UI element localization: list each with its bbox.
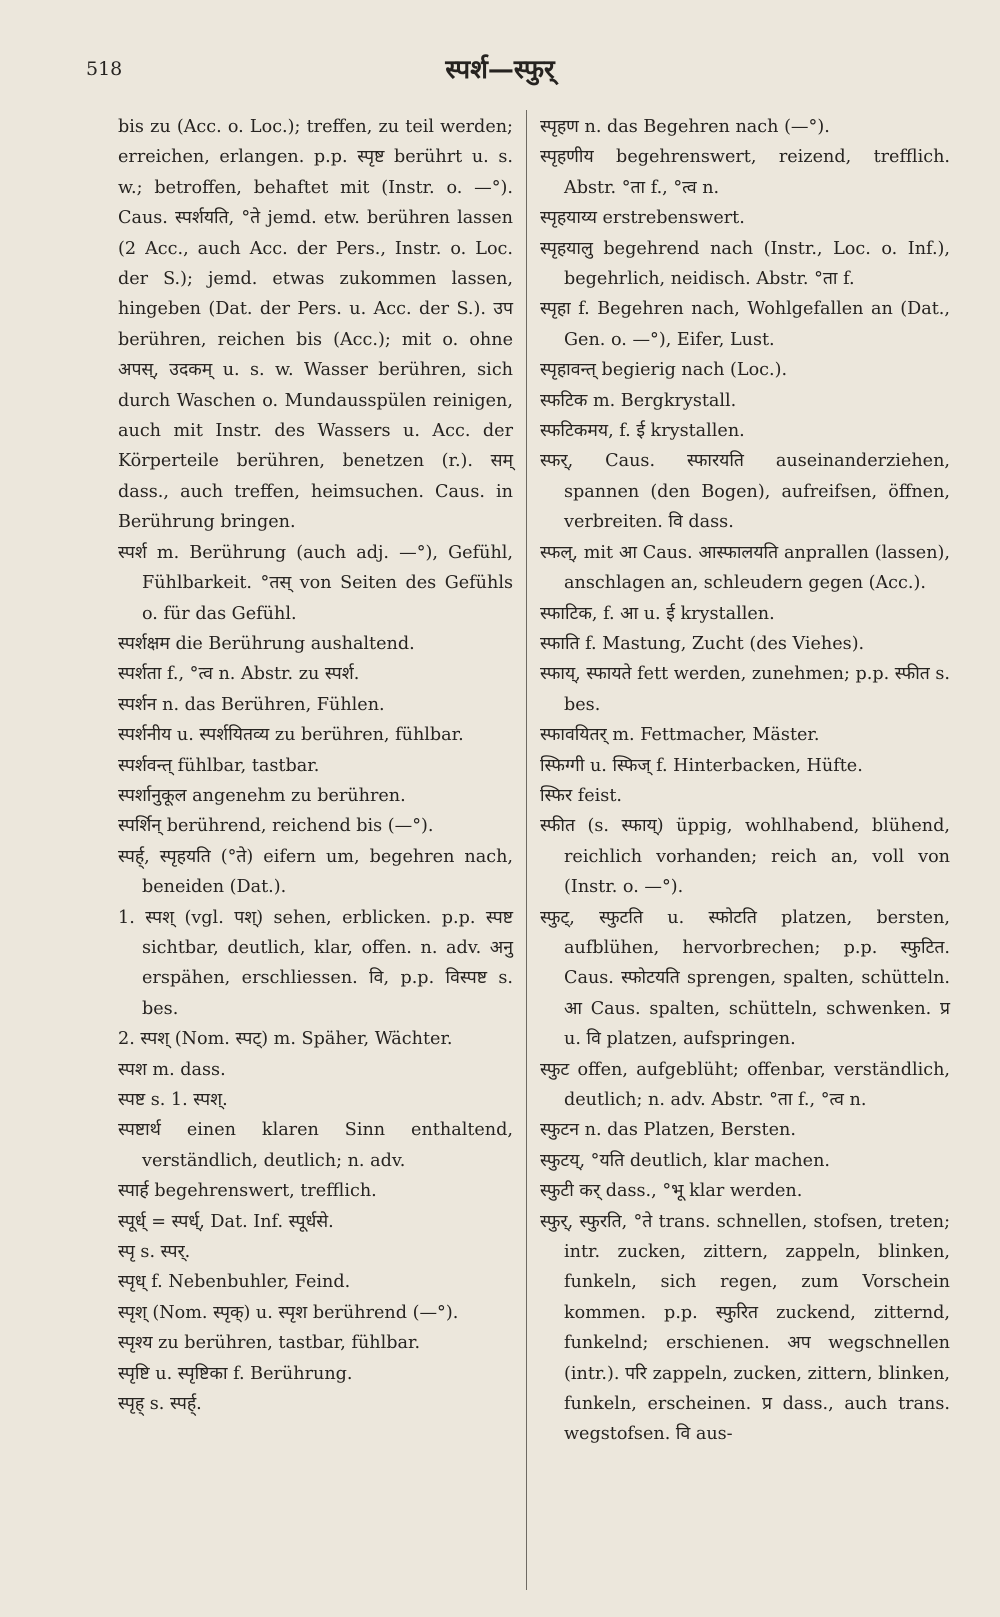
entry: स्पर्शनीय u. स्पर्शयितव्य zu berühren, fühlbar.	[118, 725, 464, 746]
entry: स्फटिकमय, f. ई krystallen.	[540, 421, 745, 442]
entry: स्फावयितर् m. Fettmacher, Mäster.	[540, 725, 820, 746]
running-head: स्पर्श—स्फुर्	[445, 55, 555, 85]
entry: स्पर्शता f., °त्व n. Abstr. zu स्पर्श.	[118, 664, 360, 685]
entry: स्फाति f. Mastung, Zucht (des Viehes).	[540, 633, 865, 654]
entry: स्फुटय्, °यति deutlich, klar machen.	[540, 1150, 831, 1171]
entry: स्पृध् f. Nebenbuhler, Feind.	[118, 1272, 351, 1293]
entry: स्पार्ह begehrenswert, trefflich.	[118, 1181, 377, 1202]
entry: स्पर्शक्षम die Berührung aushaltend.	[118, 633, 415, 654]
entry: स्पूर्ध् = स्पर्ध्, Dat. Inf. स्पूर्धसे.	[118, 1211, 334, 1232]
entry: स्पर्शन n. das Berühren, Fühlen.	[118, 694, 385, 715]
entry: स्फुर्, स्फुरति, °ते trans. schnellen, stofsen, treten; intr. zucken, zittern, zappeln, blinken, funkeln, sich regen, zum Vorschein kommen. p.p. स्फुरित zuckend, zitternd, funkelnd; erschienen. अप wegschnellen (intr.). परि zappeln, zucken, zittern, blinken, funkeln, erscheinen. प्र dass., auch trans. wegstofsen. वि aus-	[540, 1211, 950, 1445]
entry: स्फुटन n. das Platzen, Bersten.	[540, 1120, 796, 1141]
entry: स्पृष्टि u. स्पृष्टिका f. Berührung.	[118, 1363, 353, 1384]
entry: स्पृ s. स्पर्.	[118, 1242, 191, 1263]
entry: स्पृहयाय्य erstrebenswert.	[540, 208, 745, 229]
entry: स्फुट offen, aufgeblüht; offenbar, verständlich, deutlich; n. adv. Abstr. °ता f., °त्व n.	[540, 1059, 950, 1110]
entry: स्फुटी कर् dass., °भू klar werden.	[540, 1181, 803, 1202]
entry: स्पर्शानुकूल angenehm zu berühren.	[118, 785, 406, 806]
entry: स्फाटिक, f. आ u. ई krystallen.	[540, 603, 775, 624]
entry: स्पष्ट s. 1. स्पश्.	[118, 1090, 228, 1110]
entry: स्पर्श m. Berührung (auch adj. —°), Gefühl, Fühlbarkeit. °तस् von Seiten des Gefühls o. für das Gefühl.	[118, 542, 513, 624]
entry: स्पृश् (Nom. स्पृक्) u. स्पृश berührend (—°).	[118, 1302, 459, 1323]
entry: स्फीत (s. स्फाय्) üppig, wohlhabend, blühend, reichlich vorhanden; reich an, voll von (Instr. o. —°).	[540, 816, 950, 898]
entry: स्पर्शवन्त् fühlbar, tastbar.	[118, 755, 320, 776]
entry: स्पष्टार्थ einen klaren Sinn enthaltend, verständlich, deutlich; n. adv.	[118, 1120, 513, 1171]
entry: स्फाय्, स्फायते fett werden, zunehmen; p.p. स्फीत s. bes.	[540, 664, 951, 715]
entry: 1. स्पश् (vgl. पश्) sehen, erblicken. p.p. स्पष्ट sichtbar, deutlich, klar, offen. n. adv. अनु erspähen, erschliessen. वि, p.p. विस्पष्ट s. bes.	[118, 907, 513, 1019]
entry: 2. स्पश् (Nom. स्पट्) m. Späher, Wächter.	[118, 1029, 453, 1050]
page-number: 518	[86, 58, 123, 80]
entry: स्फिग्गी u. स्फिज् f. Hinterbacken, Hüfte.	[540, 755, 863, 776]
entry: स्फल्, mit आ Caus. आस्फालयति anprallen (lassen), anschlagen an, schleudern gegen (Acc.).	[540, 542, 950, 594]
entry: स्फुट्, स्फुटति u. स्फोटति platzen, bersten, aufblühen, hervorbrechen; p.p. स्फुटित. Caus. स्फोटयति sprengen, spalten, schütteln. आ Caus. spalten, schütteln, schwenken. प्र u. वि platzen, aufspringen.	[540, 907, 950, 1050]
entry: स्पृहण n. das Begehren nach (—°).	[540, 117, 830, 137]
right-column	[540, 112, 950, 1450]
entry: bis zu (Acc. o. Loc.); treffen, zu teil werden; erreichen, erlangen. p.p. स्पृष्ट berührt u. s. w.; betroffen, behaftet mit (Instr. o. —°). Caus. स्पर्शयति, °ते jemd. etw. berühren lassen (2 Acc., auch Acc. der Pers., Instr. o. Loc. der S.); jemd. etwas zukommen lassen, hingeben (Dat. der Pers. u. Acc. der S.). उप berühren, reichen bis (Acc.); mit o. ohne अपस्, उदकम् u. s. w. Wasser berühren, sich durch Waschen o. Mundausspülen reinigen, auch mit Instr. des Wassers u. Acc. der Körperteile berühren, benetzen (r.). सम् dass., auch treffen, heimsuchen. Caus. in Berührung bringen.	[118, 117, 513, 533]
entry: स्फिर feist.	[540, 785, 622, 806]
entry: स्पृहणीय begehrenswert, reizend, trefflich. Abstr. °ता f., °त्व n.	[540, 147, 950, 198]
entry: स्पर्ह्, स्पृहयति (°ते) eifern um, begehren nach, beneiden (Dat.).	[118, 846, 513, 898]
entry: स्पर्शिन् berührend, reichend bis (—°).	[118, 816, 434, 837]
left-column	[118, 112, 513, 1419]
entry: स्फटिक m. Bergkrystall.	[540, 390, 737, 411]
entry: स्पृहावन्त् begierig nach (Loc.).	[540, 360, 788, 381]
entry: स्फर्, Caus. स्फारयति auseinanderziehen, spannen (den Bogen), aufreifsen, öffnen, verbreiten. वि dass.	[540, 451, 950, 533]
entry: स्पृह् s. स्पर्ह्.	[118, 1394, 202, 1415]
entry: स्पश m. dass.	[118, 1059, 226, 1080]
entry: स्पृहा f. Begehren nach, Wohlgefallen an (Dat., Gen. o. —°), Eifer, Lust.	[540, 299, 950, 350]
entry: स्पृहयालु begehrend nach (Instr., Loc. o. Inf.), begehrlich, neidisch. Abstr. °ता f.	[540, 238, 950, 290]
entry: स्पृश्य zu berühren, tastbar, fühlbar.	[118, 1333, 421, 1354]
column-divider	[526, 110, 527, 1590]
